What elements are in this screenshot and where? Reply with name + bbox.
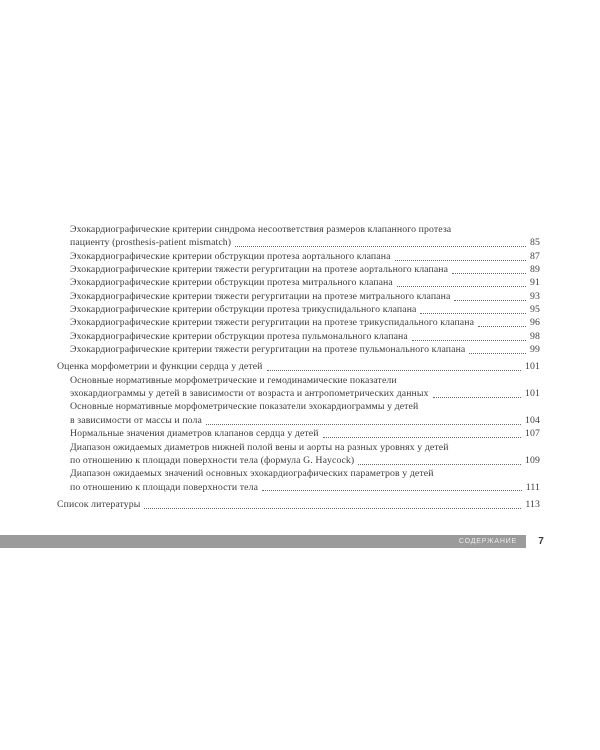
toc-line: [57, 360, 540, 373]
toc-line: [70, 276, 540, 289]
dot-leader: [235, 246, 526, 247]
toc-entry: [57, 263, 540, 276]
toc-entry: [57, 276, 540, 289]
toc-line: [70, 414, 540, 427]
toc-line-text: Эхокардиографические критерии тяжести регургитации на протезе митрального клапана: [70, 290, 451, 302]
toc-entry: [57, 374, 540, 401]
toc-line-text: Эхокардиографические критерии синдрома несоответствия размеров клапанного протеза: [70, 224, 452, 235]
toc-line: [70, 427, 540, 440]
toc-line-text: Эхокардиографические критерии тяжести регургитации на протезе пульмонального клапана: [70, 344, 466, 356]
toc-line: [70, 330, 540, 343]
dot-leader: [452, 273, 526, 274]
toc-line-text: пациенту (prosthesis-patient mismatch): [70, 237, 232, 249]
toc-page-number: 89: [530, 264, 540, 276]
toc-page-number: 91: [530, 277, 540, 289]
toc-line-text: Диапазон ожидаемых диаметров нижней полой вены и аорты на разных уровнях у детей: [70, 441, 449, 453]
toc-page-number: 101: [525, 388, 540, 400]
toc-entry: [57, 360, 540, 373]
dot-leader: [262, 490, 522, 491]
toc-line-text: Эхокардиографические критерии обструкции протеза митрального клапана: [70, 277, 393, 289]
toc-entry: [57, 223, 540, 250]
toc-list: [57, 223, 540, 511]
toc-entry: [57, 441, 540, 468]
toc-line: [57, 498, 540, 511]
toc-page-number: 96: [530, 317, 540, 329]
toc-line: [70, 290, 540, 303]
toc-page-number: 85: [530, 237, 540, 249]
toc-entry: [57, 427, 540, 440]
toc-line-text: Эхокардиографические критерии обструкции протеза аортального клапана: [70, 250, 391, 262]
toc-entry: [57, 303, 540, 316]
toc-line-text: Эхокардиографические критерии тяжести регургитации на протезе трикуспидального клапана: [70, 317, 475, 329]
dot-leader: [397, 286, 526, 287]
toc-line: [70, 467, 540, 480]
footer-page-number: 7: [538, 536, 544, 547]
toc-line-text: Диапазон ожидаемых значений основных эхокардиографических параметров у детей: [70, 468, 434, 480]
toc-page-number: 93: [530, 290, 540, 302]
toc-line: [70, 236, 540, 249]
toc-line: [70, 343, 540, 356]
toc-line-text: Эхокардиографические критерии обструкции протеза пульмонального клапана: [70, 330, 408, 342]
toc-line: [70, 387, 540, 400]
toc-line: [70, 316, 540, 329]
toc-entry: [57, 316, 540, 329]
toc-line-text: по отношению к площади поверхности тела (формула G. Haycock): [70, 454, 355, 466]
toc-line: [70, 454, 540, 467]
toc-page-number: 111: [525, 481, 540, 493]
toc-line-text: Основные нормативные морфометрические показатели эхокардиограммы у детей: [70, 401, 419, 413]
toc-entry: [57, 400, 540, 427]
dot-leader: [144, 508, 521, 509]
toc-line-text: Список литературы: [57, 498, 141, 510]
toc-line: [70, 250, 540, 263]
toc-entry: [57, 250, 540, 263]
toc-line: [70, 223, 540, 236]
dot-leader: [358, 464, 521, 465]
toc-page-number: 99: [530, 344, 540, 356]
dot-leader: [454, 300, 526, 301]
toc-page-number: 113: [525, 498, 540, 510]
dot-leader: [206, 424, 521, 425]
dot-leader: [267, 370, 522, 371]
toc-line-text: Основные нормативные морфометрические и гемодинамические показатели: [70, 374, 397, 386]
toc-entry: [57, 467, 540, 494]
dot-leader: [323, 437, 521, 438]
toc-line: [70, 441, 540, 454]
toc-entry: [57, 290, 540, 303]
dot-leader: [469, 353, 526, 354]
footer-section-label: СОДЕРЖАНИЕ: [458, 538, 517, 545]
toc-entry: [57, 330, 540, 343]
toc-page-number: 109: [525, 454, 540, 466]
toc-page-number: 104: [525, 414, 540, 426]
toc-line: [70, 303, 540, 316]
toc-page-number: 98: [530, 330, 540, 342]
toc-page-number: 107: [525, 428, 540, 440]
toc-line: [70, 400, 540, 413]
footer-section-bar: [0, 535, 526, 548]
toc-line-text: эхокардиограммы у детей в зависимости от возраста и антропометрических данных: [70, 388, 429, 400]
toc-line: [70, 374, 540, 387]
toc-line: [70, 263, 540, 276]
toc-line-text: в зависимости от массы и пола: [70, 414, 202, 426]
toc-line-text: Эхокардиографические критерии тяжести регургитации на протезе аортального клапана: [70, 264, 449, 276]
dot-leader: [412, 340, 526, 341]
dot-leader: [478, 326, 526, 327]
toc-page-number: 95: [530, 304, 540, 316]
toc-line-text: Эхокардиографические критерии обструкции протеза трикуспидального клапана: [70, 304, 417, 316]
dot-leader: [433, 397, 521, 398]
toc-line-text: по отношению к площади поверхности тела: [70, 481, 259, 493]
dot-leader: [420, 313, 526, 314]
toc-entry: [57, 343, 540, 356]
toc-line: [70, 481, 540, 494]
toc-page-number: 101: [525, 361, 540, 373]
toc-page-number: 87: [530, 250, 540, 262]
toc-entry: [57, 498, 540, 511]
toc-line-text: Нормальные значения диаметров клапанов сердца у детей: [70, 428, 319, 440]
dot-leader: [395, 260, 526, 261]
toc-line-text: Оценка морфометрии и функции сердца у детей: [57, 361, 263, 373]
